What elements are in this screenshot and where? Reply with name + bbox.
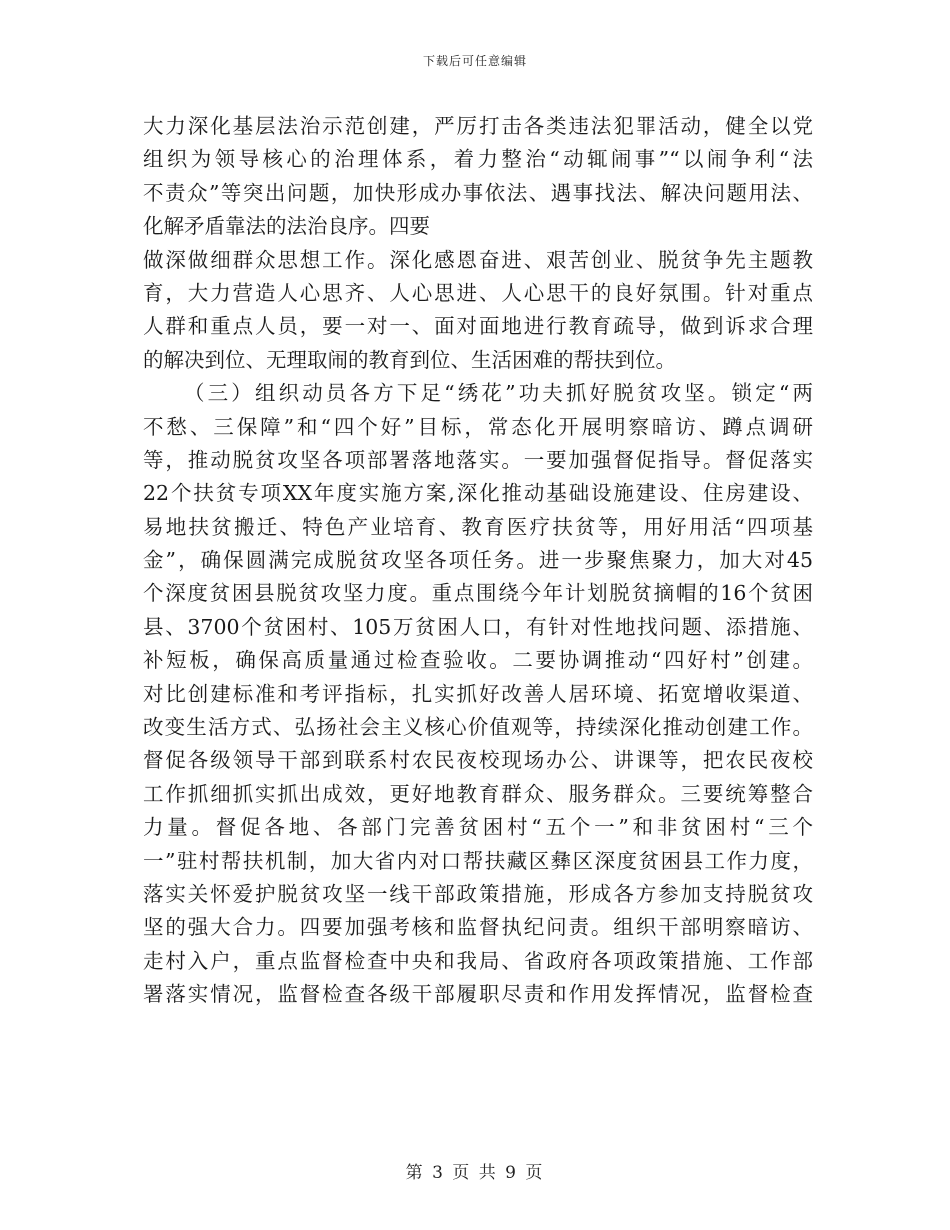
text-line: 对比创建标准和考评指标，扎实抓好改善人居环境、拓宽增收渠道、 (143, 681, 813, 706)
text-line: 工作抓细抓实抓出成效，更好地教育群众、服务群众。三要统筹整合 (143, 781, 813, 806)
text-line: 落实关怀爱护脱贫攻坚一线干部政策措施，形成各方参加支持脱贫攻 (143, 881, 813, 906)
page-number-footer: 第 3 页 共 9 页 (405, 1163, 545, 1183)
text-line: 力量。督促各地、各部门完善贫困村“五个一”和非贫困村“三个 (143, 815, 813, 840)
text-line: 个深度贫困县脱贫攻坚力度。重点围绕今年计划脱贫摘帽的16个贫困 (143, 581, 813, 606)
text-line: 大力深化基层法治示范创建，严厉打击各类违法犯罪活动，健全以党 (143, 114, 813, 138)
text-line: 坚的强大合力。四要加强考核和监督执纪问责。组织干部明察暗访、 (143, 915, 813, 940)
text-line: 改变生活方式、弘扬社会主义核心价值观等，持续深化推动创建工作。 (143, 715, 813, 740)
text-line: 22个扶贫专项XX年度实施方案,深化推动基础设施建设、住房建设、 (143, 481, 813, 506)
text-line: 督促各级领导干部到联系村农民夜校现场办公、讲课等，把农民夜校 (143, 748, 813, 773)
text-line: 化解矛盾靠法的法治良序。四要 (143, 214, 430, 239)
text-line: 做深做细群众思想工作。深化感恩奋进、艰苦创业、脱贫争先主题教 (143, 247, 813, 272)
section-heading-line: （三）组织动员各方下足“绣花”功夫抓好脱贫攻坚。锁定“两 (184, 381, 813, 406)
text-line: 一”驻村帮扶机制，加大省内对口帮扶藏区彝区深度贫困县工作力度， (143, 848, 813, 873)
text-line: 人群和重点人员，要一对一、面对面地进行教育疏导，做到诉求合理 (143, 314, 813, 339)
text-line: 补短板，确保高质量通过检查验收。二要协调推动“四好村”创建。 (143, 648, 813, 673)
text-line: 金”，确保圆满完成脱贫攻坚各项任务。进一步聚焦聚力，加大对45 (143, 548, 813, 573)
text-line: 不责众”等突出问题，加快形成办事依法、遇事找法、解决问题用法、 (143, 180, 813, 205)
page-header: 下载后可任意编辑 (422, 54, 527, 68)
text-line: 走村入户，重点监督检查中央和我局、省政府各项政策措施、工作部 (143, 948, 813, 973)
text-line: 县、3700个贫困村、105万贫困人口，有针对性地找问题、添措施、 (143, 614, 813, 639)
text-line: 组织为领导核心的治理体系，着力整治“动辄闹事”“以闹争利“法 (143, 147, 813, 172)
document-body (143, 110, 813, 1012)
text-line: 易地扶贫搬迁、特色产业培育、教育医疗扶贫等，用好用活“四项基 (143, 514, 813, 539)
text-line: 的解决到位、无理取闹的教育到位、生活困难的帮扶到位。 (143, 347, 676, 372)
text-line: 署落实情况，监督检查各级干部履职尽责和作用发挥情况，监督检查 (143, 982, 813, 1007)
text-line: 不愁、三保障”和“四个好”目标，常态化开展明察暗访、蹲点调研 (143, 414, 813, 439)
text-line: 等，推动脱贫攻坚各项部署落地落实。一要加强督促指导。督促落实 (143, 447, 813, 472)
text-line: 育，大力营造人心思齐、人心思进、人心思干的良好氛围。针对重点 (143, 280, 813, 305)
